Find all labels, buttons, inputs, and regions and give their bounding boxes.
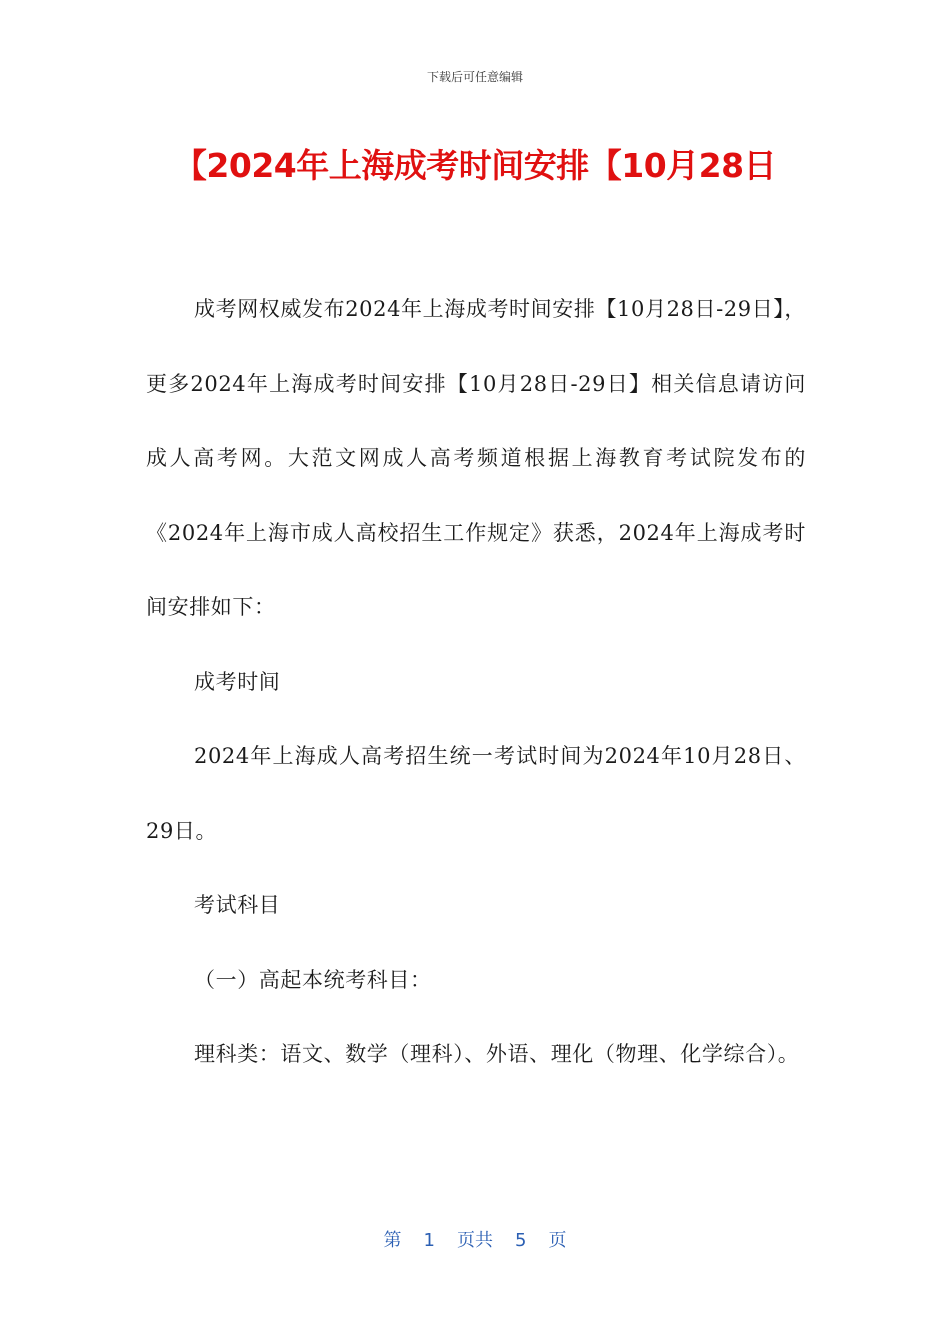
footer-prefix: 第 xyxy=(383,1230,402,1251)
document-body xyxy=(146,272,806,1092)
footer-total-pages: 5 xyxy=(515,1230,527,1251)
document-title: 【2024年上海成考时间安排【10月28日 xyxy=(173,146,777,185)
paragraph-subjects-heading: （一）高起本统考科目： xyxy=(194,967,432,992)
paragraph-exam-time: 2024年上海成人高考招生统一考试时间为2024年10月28日、29日。 xyxy=(146,744,806,843)
header-note: 下载后可任意编辑 xyxy=(426,70,523,84)
paragraph-intro: 成考网权威发布2024年上海成考时间安排【10月28日-29日】，更多2024年上海成考时间安排【10月28日-29日】相关信息请访问成人高考网。大范文网成人高考频道根据上海教育考试院发布的《2024年上海市成人高校招生工作规定》获悉，2024年上海成考时间安排如下： xyxy=(146,297,807,619)
paragraph-science-subjects: 理科类：语文、数学（理科）、外语、理化（物理、化学综合）。 xyxy=(194,1042,800,1066)
section-heading-exam-subjects: 考试科目 xyxy=(194,893,281,917)
footer-suffix: 页 xyxy=(548,1230,567,1251)
section-heading-exam-time: 成考时间 xyxy=(194,669,281,694)
footer-page-number: 1 xyxy=(423,1230,435,1251)
page-footer xyxy=(0,1226,950,1252)
footer-mid: 页共 xyxy=(457,1230,493,1251)
